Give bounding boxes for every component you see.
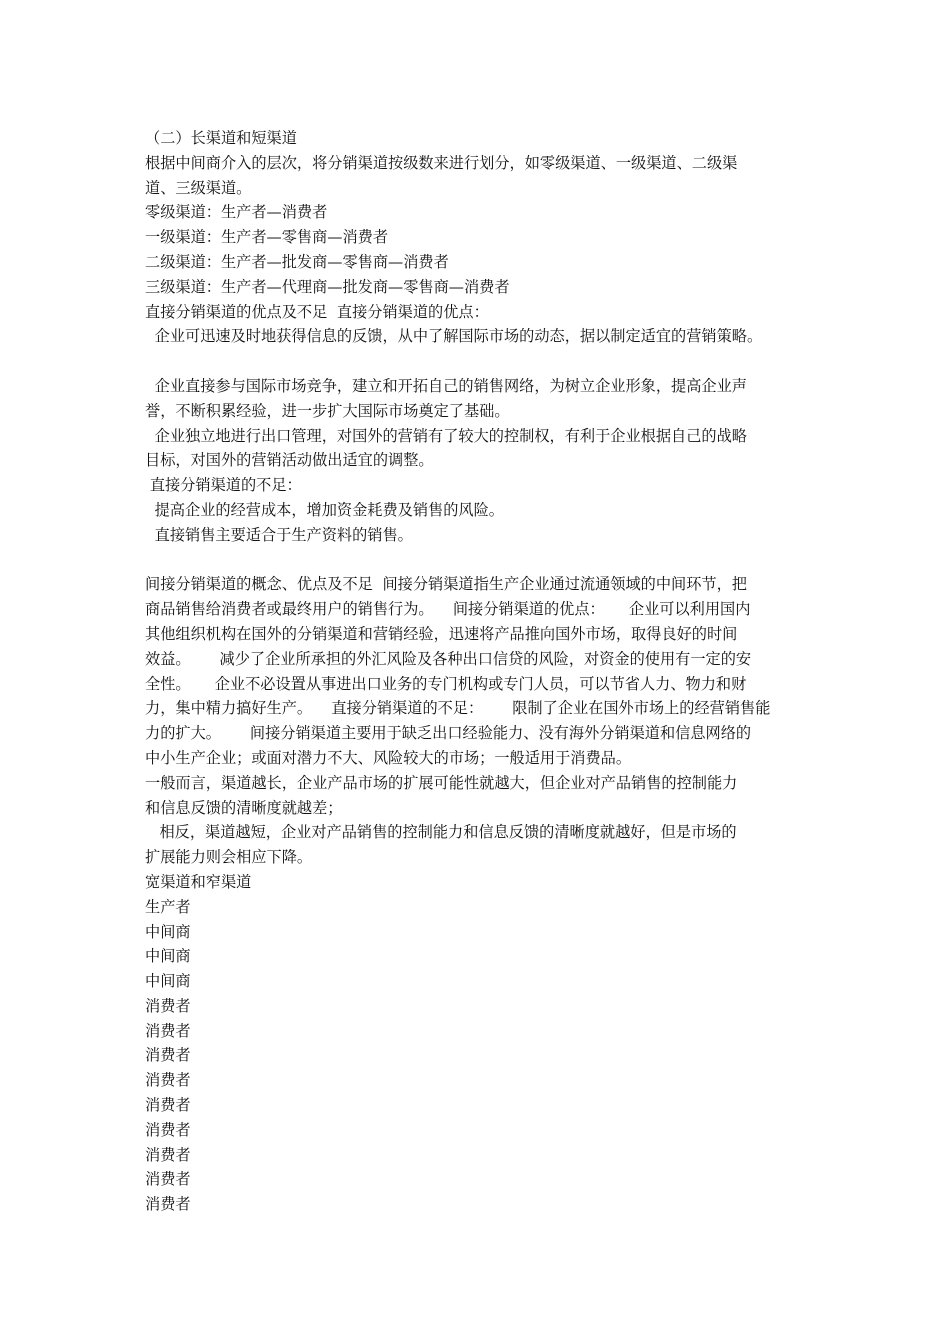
text-line: 扩展能力则会相应下降。 xyxy=(145,848,313,867)
text-line: 誉，不断积累经验，进一步扩大国际市场奠定了基础。 xyxy=(145,401,510,420)
list-item: 中间商 xyxy=(145,922,191,941)
text-line: 间接分销渠道的概念、优点及不足 间接分销渠道指生产企业通过流通领域的中间环节，把 xyxy=(145,575,747,594)
text-line: 企业独立地进行出口管理，对国外的营销有了较大的控制权，有利于企业根据自己的战略 xyxy=(145,426,747,445)
list-item: 消费者 xyxy=(145,996,191,1015)
list-item: 消费者 xyxy=(145,1120,191,1139)
text-line: 一般而言，渠道越长，企业产品市场的扩展可能性就越大，但企业对产品销售的控制能力 xyxy=(145,773,738,792)
text-line: 直接分销渠道的优点及不足 直接分销渠道的优点： xyxy=(145,302,489,321)
list-item: 消费者 xyxy=(145,1195,191,1214)
blank-line xyxy=(145,349,817,374)
text-line: 根据中间商介入的层次，将分销渠道按级数来进行划分，如零级渠道、一级渠道、二级渠 xyxy=(145,153,738,172)
text-line: 提高企业的经营成本，增加资金耗费及销售的风险。 xyxy=(145,500,504,519)
list-item: 中间商 xyxy=(145,972,191,991)
text-line: 企业可迅速及时地获得信息的反馈，从中了解国际市场的动态，据以制定适宜的营销策略。 xyxy=(145,327,763,346)
text-line: 力的扩大。 间接分销渠道主要用于缺乏出口经验能力、没有海外分销渠道和信息网络的 xyxy=(145,724,752,743)
text-line: 效益。 减少了企业所承担的外汇风险及各种出口信贷的风险，对资金的使用有一定的安 xyxy=(145,649,752,668)
list-item: 消费者 xyxy=(145,1021,191,1040)
text-line: 力，集中精力搞好生产。 直接分销渠道的不足： 限制了企业在国外市场上的经营销售能 xyxy=(145,699,771,718)
channel-level-line: 二级渠道：生产者—批发商—零售商—消费者 xyxy=(145,252,449,271)
list-item: 消费者 xyxy=(145,1046,191,1065)
text-line: 相反，渠道越短，企业对产品销售的控制能力和信息反馈的清晰度就越好，但是市场的 xyxy=(145,823,737,842)
text-line: 中小生产企业；或面对潜力不大、风险较大的市场；一般适用于消费品。 xyxy=(145,748,631,767)
list-item: 生产者 xyxy=(145,897,191,916)
text-line: 和信息反馈的清晰度就越差； xyxy=(145,798,343,817)
blank-line xyxy=(145,548,817,573)
list-item: 消费者 xyxy=(145,1096,191,1115)
document-body xyxy=(145,126,817,1217)
text-line: 商品销售给消费者或最终用户的销售行为。 间接分销渠道的优点： 企业可以利用国内 xyxy=(145,600,751,619)
text-line: 直接分销渠道的不足： xyxy=(145,476,302,495)
text-line: 其他组织机构在国外的分销渠道和营销经验，迅速将产品推向国外市场，取得良好的时间 xyxy=(145,624,738,643)
list-item: 消费者 xyxy=(145,1145,191,1164)
text-line: 企业直接参与国际市场竞争，建立和开拓自己的销售网络，为树立企业形象，提高企业声 xyxy=(145,376,747,395)
text-line: 全性。 企业不必设置从事进出口业务的专门机构或专门人员，可以节省人力、物力和财 xyxy=(145,674,747,693)
channel-level-line: 一级渠道：生产者—零售商—消费者 xyxy=(145,228,388,247)
text-line: 直接销售主要适合于生产资料的销售。 xyxy=(145,525,413,544)
text-line: 目标，对国外的营销活动做出适宜的调整。 xyxy=(145,451,434,470)
section-heading: 宽渠道和窄渠道 xyxy=(145,872,252,891)
text-line: 道、三级渠道。 xyxy=(145,178,252,197)
channel-level-line: 三级渠道：生产者—代理商—批发商—零售商—消费者 xyxy=(145,277,510,296)
list-item: 消费者 xyxy=(145,1170,191,1189)
section-heading: （二）长渠道和短渠道 xyxy=(145,129,297,147)
list-item: 消费者 xyxy=(145,1071,191,1090)
list-item: 中间商 xyxy=(145,947,191,966)
channel-level-line: 零级渠道：生产者—消费者 xyxy=(145,203,328,222)
